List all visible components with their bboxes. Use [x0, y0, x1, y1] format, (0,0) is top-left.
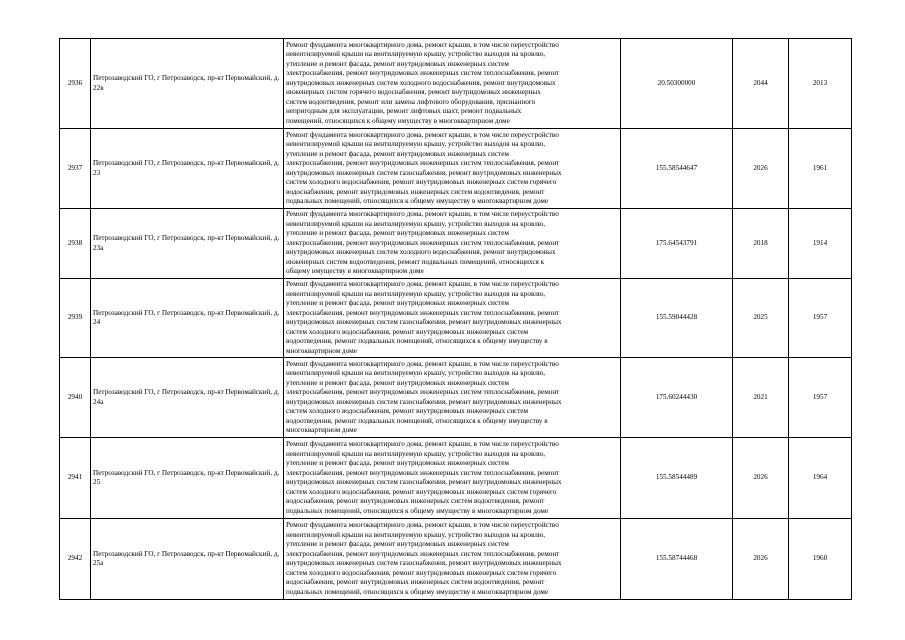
address-cell: Петрозаводский ГО, г Петрозаводск, пр-кт Первомайский, д. 24 — [91, 279, 284, 358]
cost-cell: 155.58744468 — [621, 519, 733, 600]
repair-year-cell: 2021 — [733, 358, 789, 438]
table-row — [60, 358, 852, 438]
built-year-cell: 1957 — [789, 279, 852, 358]
works-cell: Ремонт фундамента многоквартирного дома, ремонт крыши, в том числе переустройство невентилируемой крыши на вентилируемую крышу, устройство выходов на кровлю, утепление и ремонт фасада, ремонт внутридомовых инженерных систем электроснабжения, ремонт внутридомовых инженерных систем теплоснабжения, ремонт внутридомовых инженерных систем холодного водоснабжения, ремонт внутридомовых инженерных систем горячего водоснабжения, ремонт внутридомовых инженерных систем водоотведения, ремонт или замена лифтового оборудования, признанного непригодным для эксплуатации, ремонт лифтовых шахт, ремонт подвальных помещений, относящихся к общему имуществу в многоквартирном доме — [284, 39, 621, 129]
repair-year-cell: 2026 — [733, 129, 789, 209]
address-cell: Петрозаводский ГО, г Петрозаводск, пр-кт Первомайский, д. 23а — [91, 209, 284, 279]
row-number: 2941 — [60, 438, 91, 519]
works-cell: Ремонт фундамента многоквартирного дома, ремонт крыши, в том числе переустройство невентилируемой крыши на вентилируемую крышу, устройство выходов на кровлю, утепление и ремонт фасада, ремонт внутридомовых инженерных систем электроснабжения, ремонт внутридомовых инженерных систем теплоснабжения, ремонт внутридомовых инженерных систем газоснабжения, ремонт внутридомовых инженерных систем холодного водоснабжения, ремонт внутридомовых инженерных систем водоотведения, ремонт подвальных помещений, относящихся к общему имуществу в многоквартирном доме — [284, 358, 621, 438]
works-cell: Ремонт фундамента многоквартирного дома, ремонт крыши, в том числе переустройство невентилируемой крыши на вентилируемую крышу, устройство выходов на кровлю, утепление и ремонт фасада, ремонт внутридомовых инженерных систем электроснабжения, ремонт внутридомовых инженерных систем теплоснабжения, ремонт внутридомовых инженерных систем газоснабжения, ремонт внутридомовых инженерных систем холодного водоснабжения, ремонт внутридомовых инженерных систем горячего водоснабжения, ремонт внутридомовых инженерных систем водоотведения, ремонт подвальных помещений, относящихся к общему имуществу в многоквартирном доме — [284, 129, 621, 209]
repair-year-cell: 2044 — [733, 39, 789, 129]
row-number: 2940 — [60, 358, 91, 438]
cost-cell: 155.58544489 — [621, 438, 733, 519]
table-row — [60, 519, 852, 600]
address-cell: Петрозаводский ГО, г Петрозаводск, пр-кт Первомайский, д. 22в — [91, 39, 284, 129]
row-number: 2939 — [60, 279, 91, 358]
built-year-cell: 1960 — [789, 519, 852, 600]
address-cell: Петрозаводский ГО, г Петрозаводск, пр-кт Первомайский, д. 23 — [91, 129, 284, 209]
row-number: 2937 — [60, 129, 91, 209]
row-number: 2942 — [60, 519, 91, 600]
built-year-cell: 1964 — [789, 438, 852, 519]
address-cell: Петрозаводский ГО, г Петрозаводск, пр-кт Первомайский, д. 25 — [91, 438, 284, 519]
built-year-cell: 1914 — [789, 209, 852, 279]
cost-cell: 20.50300000 — [621, 39, 733, 129]
address-cell: Петрозаводский ГО, г Петрозаводск, пр-кт Первомайский, д. 25а — [91, 519, 284, 600]
built-year-cell: 2013 — [789, 39, 852, 129]
repair-year-cell: 2026 — [733, 438, 789, 519]
row-number: 2936 — [60, 39, 91, 129]
works-cell: Ремонт фундамента многоквартирного дома, ремонт крыши, в том числе переустройство невентилируемой крыши на вентилируемую крышу, устройство выходов на кровлю, утепление и ремонт фасада, ремонт внутридомовых инженерных систем электроснабжения, ремонт внутридомовых инженерных систем теплоснабжения, ремонт внутридомовых инженерных систем газоснабжения, ремонт внутридомовых инженерных систем холодного водоснабжения, ремонт внутридомовых инженерных систем горячего водоснабжения, ремонт внутридомовых инженерных систем водоотведения, ремонт подвальных помещений, относящихся к общему имуществу в многоквартирном доме — [284, 438, 621, 519]
works-cell: Ремонт фундамента многоквартирного дома, ремонт крыши, в том числе переустройство невентилируемой крыши на вентилируемую крышу, устройство выходов на кровлю, утепление и ремонт фасада, ремонт внутридомовых инженерных систем электроснабжения, ремонт внутридомовых инженерных систем теплоснабжения, ремонт внутридомовых инженерных систем холодного водоснабжения, ремонт внутридомовых инженерных систем водоотведения, ремонт подвальных помещений, относящихся к общему имуществу в многоквартирном доме — [284, 209, 621, 279]
buildings-table — [59, 38, 852, 600]
works-cell: Ремонт фундамента многоквартирного дома, ремонт крыши, в том числе переустройство невентилируемой крыши на вентилируемую крышу, устройство выходов на кровлю, утепление и ремонт фасада, ремонт внутридомовых инженерных систем электроснабжения, ремонт внутридомовых инженерных систем теплоснабжения, ремонт внутридомовых инженерных систем газоснабжения, ремонт внутридомовых инженерных систем холодного водоснабжения, ремонт внутридомовых инженерных систем водоотведения, ремонт подвальных помещений, относящихся к общему имуществу в многоквартирном доме — [284, 279, 621, 358]
cost-cell: 155.58544647 — [621, 129, 733, 209]
works-cell: Ремонт фундамента многоквартирного дома, ремонт крыши, в том числе переустройство невентилируемой крыши на вентилируемую крышу, устройство выходов на кровлю, утепление и ремонт фасада, ремонт внутридомовых инженерных систем электроснабжения, ремонт внутридомовых инженерных систем теплоснабжения, ремонт внутридомовых инженерных систем газоснабжения, ремонт внутридомовых инженерных систем холодного водоснабжения, ремонт внутридомовых инженерных систем горячего водоснабжения, ремонт внутридомовых инженерных систем водоотведения, ремонт подвальных помещений, относящихся к общему имуществу в многоквартирном доме — [284, 519, 621, 600]
address-cell: Петрозаводский ГО, г Петрозаводск, пр-кт Первомайский, д. 24а — [91, 358, 284, 438]
cost-cell: 175.60244430 — [621, 358, 733, 438]
table-row — [60, 438, 852, 519]
table-row — [60, 39, 852, 129]
table-row — [60, 129, 852, 209]
row-number: 2938 — [60, 209, 91, 279]
built-year-cell: 1961 — [789, 129, 852, 209]
repair-year-cell: 2018 — [733, 209, 789, 279]
table-row — [60, 209, 852, 279]
cost-cell: 155.59044428 — [621, 279, 733, 358]
table-row — [60, 279, 852, 358]
repair-year-cell: 2026 — [733, 519, 789, 600]
built-year-cell: 1957 — [789, 358, 852, 438]
cost-cell: 175.64543791 — [621, 209, 733, 279]
repair-year-cell: 2025 — [733, 279, 789, 358]
